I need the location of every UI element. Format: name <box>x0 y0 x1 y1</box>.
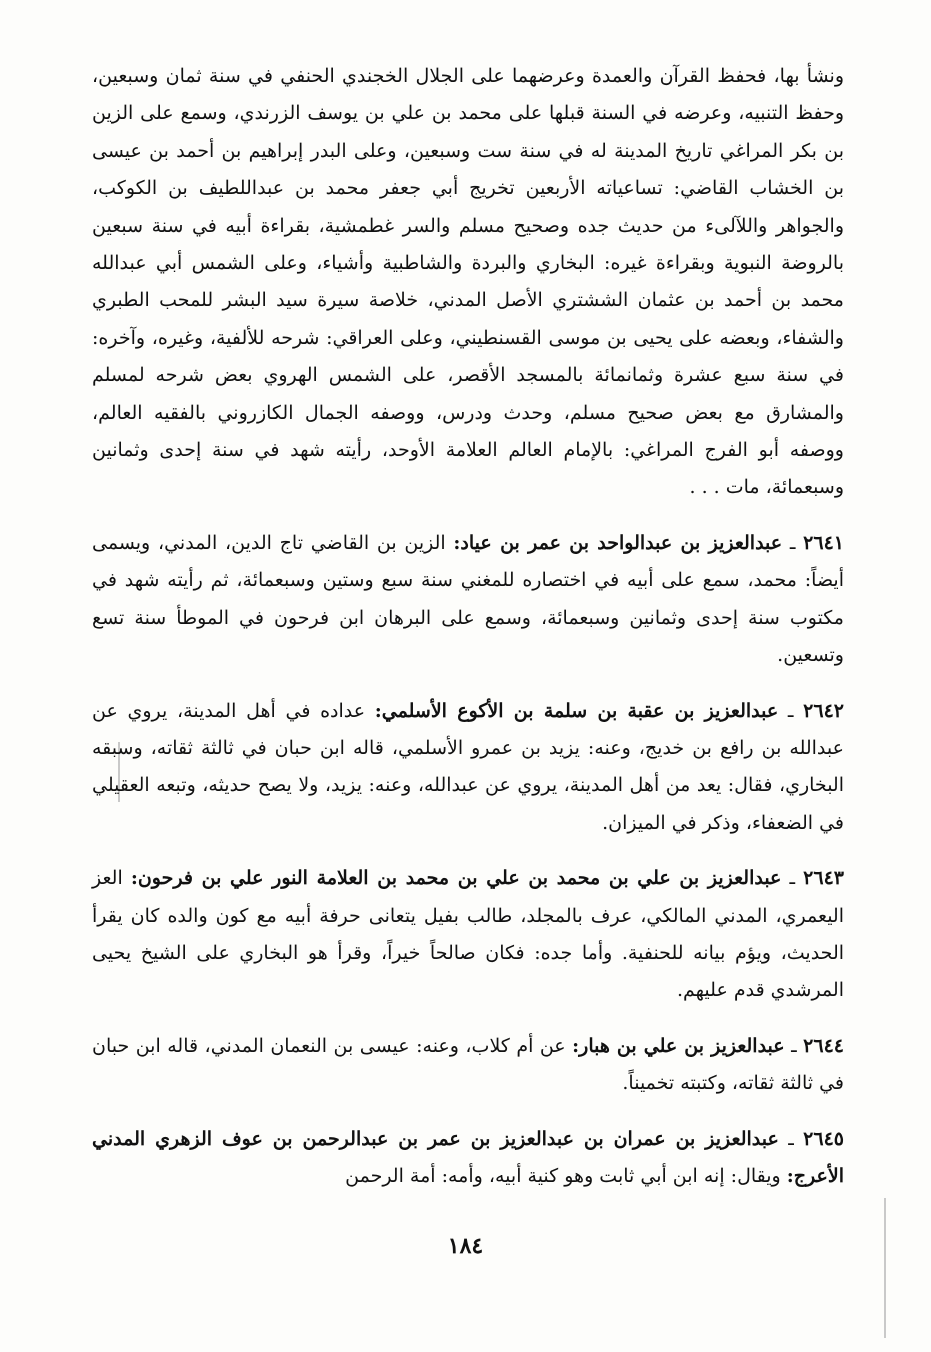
intro-line: وبعضه على يحيى بن موسى القسنطيني، وعلى العراقي: شرحه للألفية، وغيره، <box>151 326 770 349</box>
entry-line: على البرهان ابن فرحون في الموطأ سنة تسع وتسعين. <box>92 606 844 667</box>
entry-2644 <box>92 1028 844 1103</box>
entry-dash: ـ <box>781 867 804 890</box>
entry-2643 <box>92 860 844 1010</box>
intro-line: الكازروني بالفقيه العالم، ووصفه أبو الفرج المراغي: بالإمام العالم العلامة الأوحد، <box>92 401 844 462</box>
intro-line: الزرندي، وسمع على الزين بن بكر المراغي تاريخ المدينة له في سنة ست وسبعين، <box>92 102 844 162</box>
entry-name: عبدالعزيز بن عمران بن عبدالعزيز بن عمر بن عبدالرحمن بن عوف الزهري المدني الأعرج: <box>92 1127 844 1187</box>
intro-line: شرحه لمسلم والمشارق مع بعض صحيح مسلم، وحدث ودرس، ووصفه الجمال <box>92 364 844 424</box>
page-number: ١٨٤ <box>447 1233 484 1259</box>
entry-line: العز اليعمري، المدني المالكي، عرف بالمجلد، طالب بفيل يتعانى حرفة أبيه <box>92 867 844 927</box>
intro-line: رأيته شهد في سنة إحدى وثمانين وسبعمائة، مات . . . <box>92 439 844 499</box>
intro-line: وآخره: في سنة سبع عشرة وثمانمائة بالمسجد الأقصر، على الشمس الهروي بعض <box>92 326 844 387</box>
entry-number: ٢٦٤٣ <box>803 867 844 890</box>
entry-line: حبان في ثالثة ثقاته، وسبقه البخاري، فقال: يعد من أهل المدينة، يروي عن عبدالله، <box>92 736 845 797</box>
intro-line: أبي جعفر محمد بن عبداللطيف بن الكوكب، والجواهر واللآلىء من حديث جده <box>92 177 844 237</box>
intro-line: عثمان الششتري الأصل المدني، خلاصة سيرة سيد البشر للمحب الطبري والشفاء، <box>92 289 844 349</box>
entry-line: المدينة، يروي عن عبدالله بن رافع بن خديج، وعنه: يزيد بن عمرو الأسلمي، قاله ابن <box>92 699 844 759</box>
intro-paragraph <box>92 58 844 507</box>
entry-dash: ـ <box>778 1127 804 1150</box>
intro-line: وعلى البدر إبراهيم بن أحمد بن عيسى بن الخشاب القاضي: تساعياته الأربعين تخريج <box>92 139 844 200</box>
entry-dash: ـ <box>784 1034 804 1057</box>
intro-line: وصحيح مسلم والسر غطمشية، بقراءة أبيه في سنة سبعين بالروضة النبوية وبقراءة <box>92 214 844 275</box>
entry-number: ٢٦٤٥ <box>803 1127 844 1150</box>
entry-line: الزين بن القاضي <box>310 531 454 554</box>
entry-name: عبدالعزيز بن عبدالواحد بن عمر بن عياد: <box>453 531 783 554</box>
entry-line: المدني، قاله ابن حبان في ثالثة ثقاته، وكتبته تخميناً. <box>92 1034 844 1095</box>
entry-name: عبدالعزيز بن علي بن هبار: <box>572 1034 785 1057</box>
entry-2641 <box>92 525 844 675</box>
entry-line: عداده في أهل <box>246 699 375 722</box>
intro-line: غيره: البخاري والبردة والشاطبية وأشياء، وعلى الشمس أبي عبدالله محمد بن أحمد بن <box>92 252 844 312</box>
entry-number: ٢٦٤١ <box>803 531 844 554</box>
entry-dash: ـ <box>778 699 804 722</box>
intro-line: ثمان وسبعين، وحفظ التنبيه، وعرضه في السنة قبلها على محمد بن علي بن يوسف <box>92 65 844 125</box>
entry-line: سبع وستين وسبعمائة، ثم رأيته شهد في مكتوب سنة إحدى وثمانين وسبعمائة، وسمع <box>92 569 844 629</box>
entry-line: مع كون والده كان يقرأ الحديث، ويؤم بيانه للحنفية. وأما جده: فكان صالحاً خيراً، <box>92 904 845 964</box>
entry-line: وعنه: يزيد، ولا يصح حديثه، وتبعه العقيلي في الضعفاء، وذكر في الميزان. <box>92 774 844 834</box>
entry-number: ٢٦٤٤ <box>803 1034 844 1057</box>
entry-line: عن أم كلاب، وعنه: عيسى بن النعمان <box>270 1034 573 1057</box>
intro-line: ونشأ بها، فحفظ القرآن والعمدة وعرضهما على الجلال الخجندي الحنفي في سنة <box>208 65 844 87</box>
entry-line: تاج الدين، المدني، ويسمى أيضاً: محمد، سمع على أبيه في اختصاره للمغني سنة <box>92 531 844 592</box>
entry-2642 <box>92 693 844 843</box>
page-body <box>92 58 844 1195</box>
entry-name: عبدالعزيز بن علي بن محمد بن علي بن محمد بن العلامة النور علي بن فرحون: <box>130 867 782 890</box>
margin-mark-right <box>884 1198 886 1338</box>
entry-2645 <box>92 1121 844 1196</box>
entry-line: ويقال: إنه ابن أبي ثابت وهو كنية أبيه، وأمه: أمة الرحمن <box>345 1164 787 1187</box>
entry-name: عبدالعزيز بن عقبة بن سلمة بن الأكوع الأسلمي: <box>374 699 779 722</box>
entry-line: وقرأ هو البخاري على الشيخ يحيى المرشدي قدم عليهم. <box>92 941 844 1002</box>
entry-dash: ـ <box>782 531 804 554</box>
entry-number: ٢٦٤٢ <box>803 699 844 722</box>
